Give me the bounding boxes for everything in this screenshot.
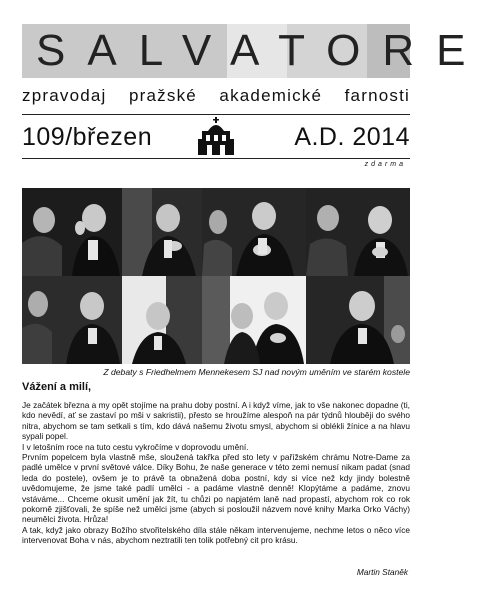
- photo: [122, 188, 202, 276]
- subtitle-word: pražské: [129, 86, 197, 105]
- newsletter-subtitle: [22, 86, 410, 106]
- issue-row: [22, 117, 410, 161]
- photo-collage: [22, 188, 410, 364]
- signature: Martin Staněk: [356, 567, 408, 577]
- subtitle-word: akademické: [219, 86, 323, 105]
- church-icon: [198, 117, 234, 155]
- photo: [306, 188, 410, 276]
- photo: [306, 276, 410, 364]
- price-label: zdarma: [364, 161, 406, 168]
- photo: [22, 276, 122, 364]
- divider: [22, 158, 410, 159]
- masthead: [22, 24, 488, 78]
- photo: [22, 188, 122, 276]
- photo-caption: Z debaty s Friedhelmem Mennekesem SJ nad novým uměním ve starém kostele: [103, 367, 410, 377]
- issue-number: 109/březen: [22, 123, 153, 151]
- subtitle-word: zpravodaj: [22, 86, 107, 105]
- paragraph: Je začátek března a my opět stojíme na prahu doby postní. A i když víme, jak to vše nakonec dopadne (ti, kdo nevědí, ať se zastaví po mši v sakristii), přesto se hroužíme alespoň na pár týdnů hlouběji do svého nitra, abychom se tam setkali s tím, kdo dává našemu životu smysl, abychom si oblékli žínice a na hlavu sypali popel.: [22, 400, 410, 442]
- issue-year: A.D. 2014: [294, 123, 410, 151]
- newsletter-title: SALVATORE: [36, 26, 488, 75]
- letter-greeting: Vážení a milí,: [22, 381, 92, 393]
- paragraph: I v letošním roce na tuto cestu vykročíme v doprovodu umění.: [22, 441, 249, 452]
- photo: [202, 276, 306, 364]
- photo: [122, 276, 202, 364]
- letter-body: [22, 400, 410, 546]
- paragraph: A tak, když jako obrazy Božího stvořitelského díla stále někam intervenujeme, nechme letos o něco více intervenovat Boha v nás, abychom neztratili ten tolik potřebný cit pro krásu.: [22, 524, 410, 546]
- subtitle-word: farnosti: [344, 86, 410, 105]
- photo: [202, 188, 306, 276]
- divider: [22, 114, 410, 115]
- paragraph: Prvním popelcem byla vlastně mše, sloužená takřka před sto lety v pařížském chrámu Notre-Dame za padlé umělce v první světové válce. Díky Bohu, že naše generace v této zemi nemusí nikam padat (snad leda do postele), ovšem je to právě ta obnažená doba postní, kdy si více než kdy jindy bolestně uvědomujeme, že jsme také padlí umělci - a padáme vlastně denně! Klopýtáme a padáme, znovu vstáváme... Chceme okusit umění jak žít, tu chůzi po napjatém laně nad propastí, abychom rok co rok pokorně zjišťovali, že spíše než umělci jsme (abych si posloužil názvem nové knihy Marka Orko Váchy) neumělci života. Hrůza!: [22, 452, 410, 525]
